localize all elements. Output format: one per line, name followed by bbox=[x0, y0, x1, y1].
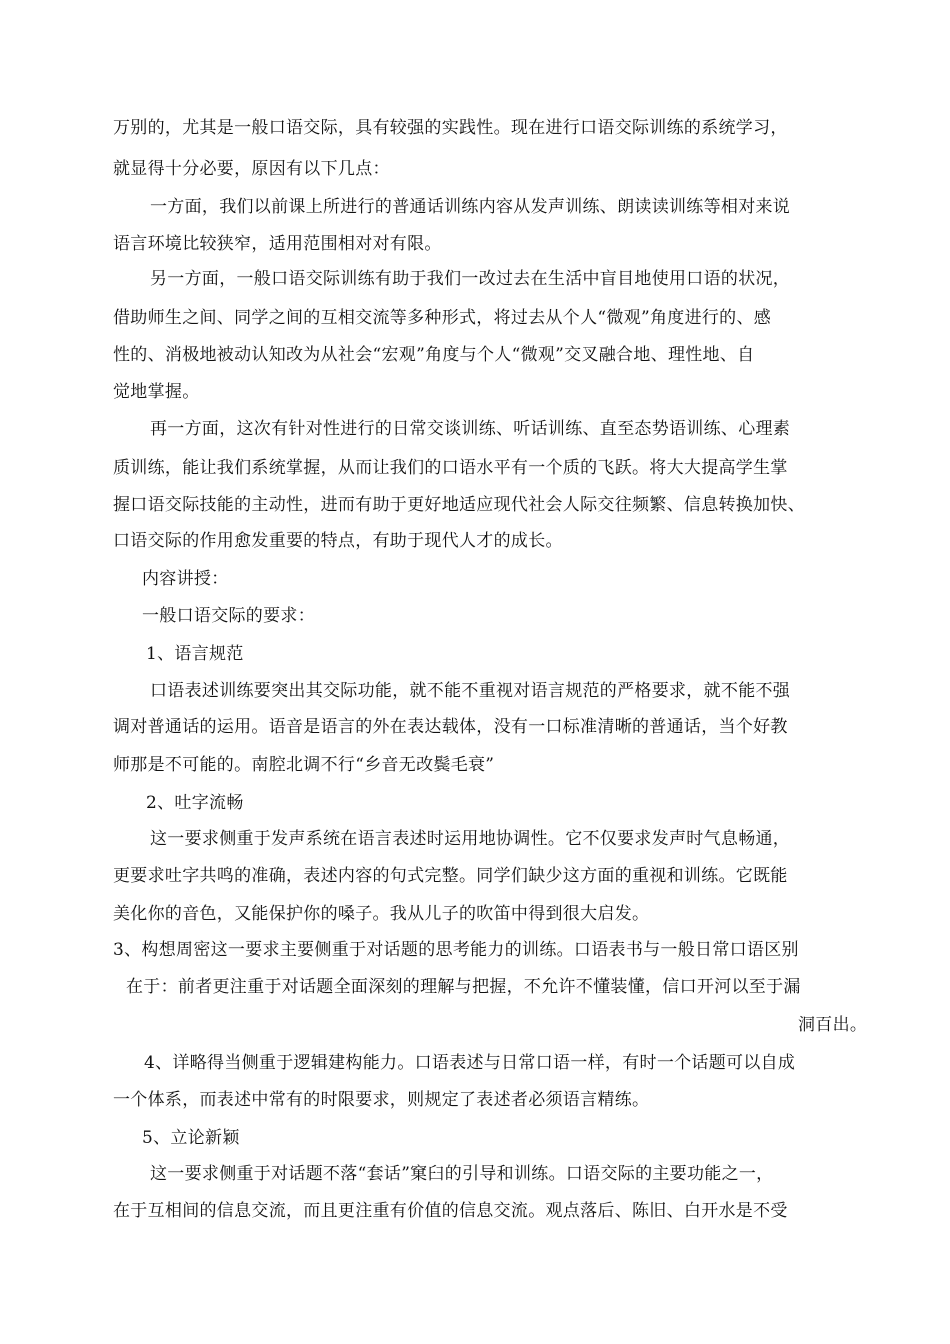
text-line: 再一方面，这次有针对性进行的日常交谈训练、听话训练、直至态势语训练、心理素 bbox=[150, 419, 791, 439]
item-heading: 1、语言规范 bbox=[146, 644, 244, 664]
text-line: 一方面，我们以前课上所进行的普通话训练内容从发声训练、朗读读训练等相对来说 bbox=[150, 197, 791, 217]
text-line: 质训练，能让我们系统掌握，从而让我们的口语水平有一个质的飞跃。将大大提高学生掌 bbox=[113, 458, 788, 478]
text-line: 语言环境比较狭窄，适用范围相对对有限。 bbox=[113, 234, 442, 254]
text-line: 在于互相间的信息交流，而且更注重有价值的信息交流。观点落后、陈旧、白开水是不受 bbox=[113, 1201, 788, 1221]
text-line: 性的、消极地被动认知改为从社会“宏观”角度与个人“微观”交叉融合地、理性地、自 bbox=[113, 345, 755, 365]
text-line: 觉地掌握。 bbox=[113, 382, 200, 402]
text-line: 更要求吐字共鸣的准确，表述内容的句式完整。同学们缺少这方面的重视和训练。它既能 bbox=[113, 866, 788, 886]
text-line: 口语表述训练要突出其交际功能，就不能不重视对语言规范的严格要求，就不能不强 bbox=[150, 681, 791, 701]
text-line: 师那是不可能的。南腔北调不行“乡音无改鬓毛衰” bbox=[113, 755, 495, 775]
text-line: 这一要求侧重于发声系统在语言表述时运用地协调性。它不仅要求发声时气息畅通， bbox=[150, 829, 791, 849]
text-line: 4、详略得当侧重于逻辑建构能力。口语表述与日常口语一样，有时一个话题可以自成 bbox=[144, 1053, 796, 1073]
text-line: 万别的，尤其是一般口语交际，具有较强的实践性。现在进行口语交际训练的系统学习， bbox=[113, 118, 788, 138]
text-line: 一个体系，而表述中常有的时限要求，则规定了表述者必须语言精练。 bbox=[113, 1090, 650, 1110]
section-heading: 内容讲授： bbox=[142, 569, 229, 589]
text-line: 另一方面，一般口语交际训练有助于我们一改过去在生活中盲目地使用口语的状况， bbox=[150, 269, 791, 289]
text-line: 3、构想周密这一要求主要侧重于对话题的思考能力的训练。口语表书与一般日常口语区别 bbox=[113, 940, 799, 960]
text-line: 借助师生之间、同学之间的互相交流等多种形式，将过去从个人“微观”角度进行的、感 bbox=[113, 308, 772, 328]
text-line: 美化你的音色，又能保护你的嗓子。我从儿子的吹笛中得到很大启发。 bbox=[113, 904, 650, 924]
text-line: 就显得十分必要，原因有以下几点： bbox=[113, 159, 390, 179]
text-line: 调对普通话的运用。语音是语言的外在表达载体，没有一口标准清晰的普通话，当个好教 bbox=[113, 717, 788, 737]
text-line: 口语交际的作用愈发重要的特点，有助于现代人才的成长。 bbox=[113, 531, 563, 551]
text-line: 握口语交际技能的主动性，进而有助于更好地适应现代社会人际交往频繁、信息转换加快、 bbox=[113, 495, 805, 515]
item-heading: 2、吐字流畅 bbox=[146, 793, 244, 813]
section-heading: 一般口语交际的要求： bbox=[142, 606, 315, 626]
item-heading: 5、立论新颖 bbox=[142, 1128, 240, 1148]
text-line: 洞百出。 bbox=[798, 1015, 868, 1035]
text-line: 这一要求侧重于对话题不落“套话”窠臼的引导和训练。口语交际的主要功能之一， bbox=[150, 1164, 774, 1184]
text-line: 在于：前者更注重于对话题全面深刻的理解与把握，不允许不懂装懂，信口开河以至于漏 bbox=[126, 977, 801, 997]
